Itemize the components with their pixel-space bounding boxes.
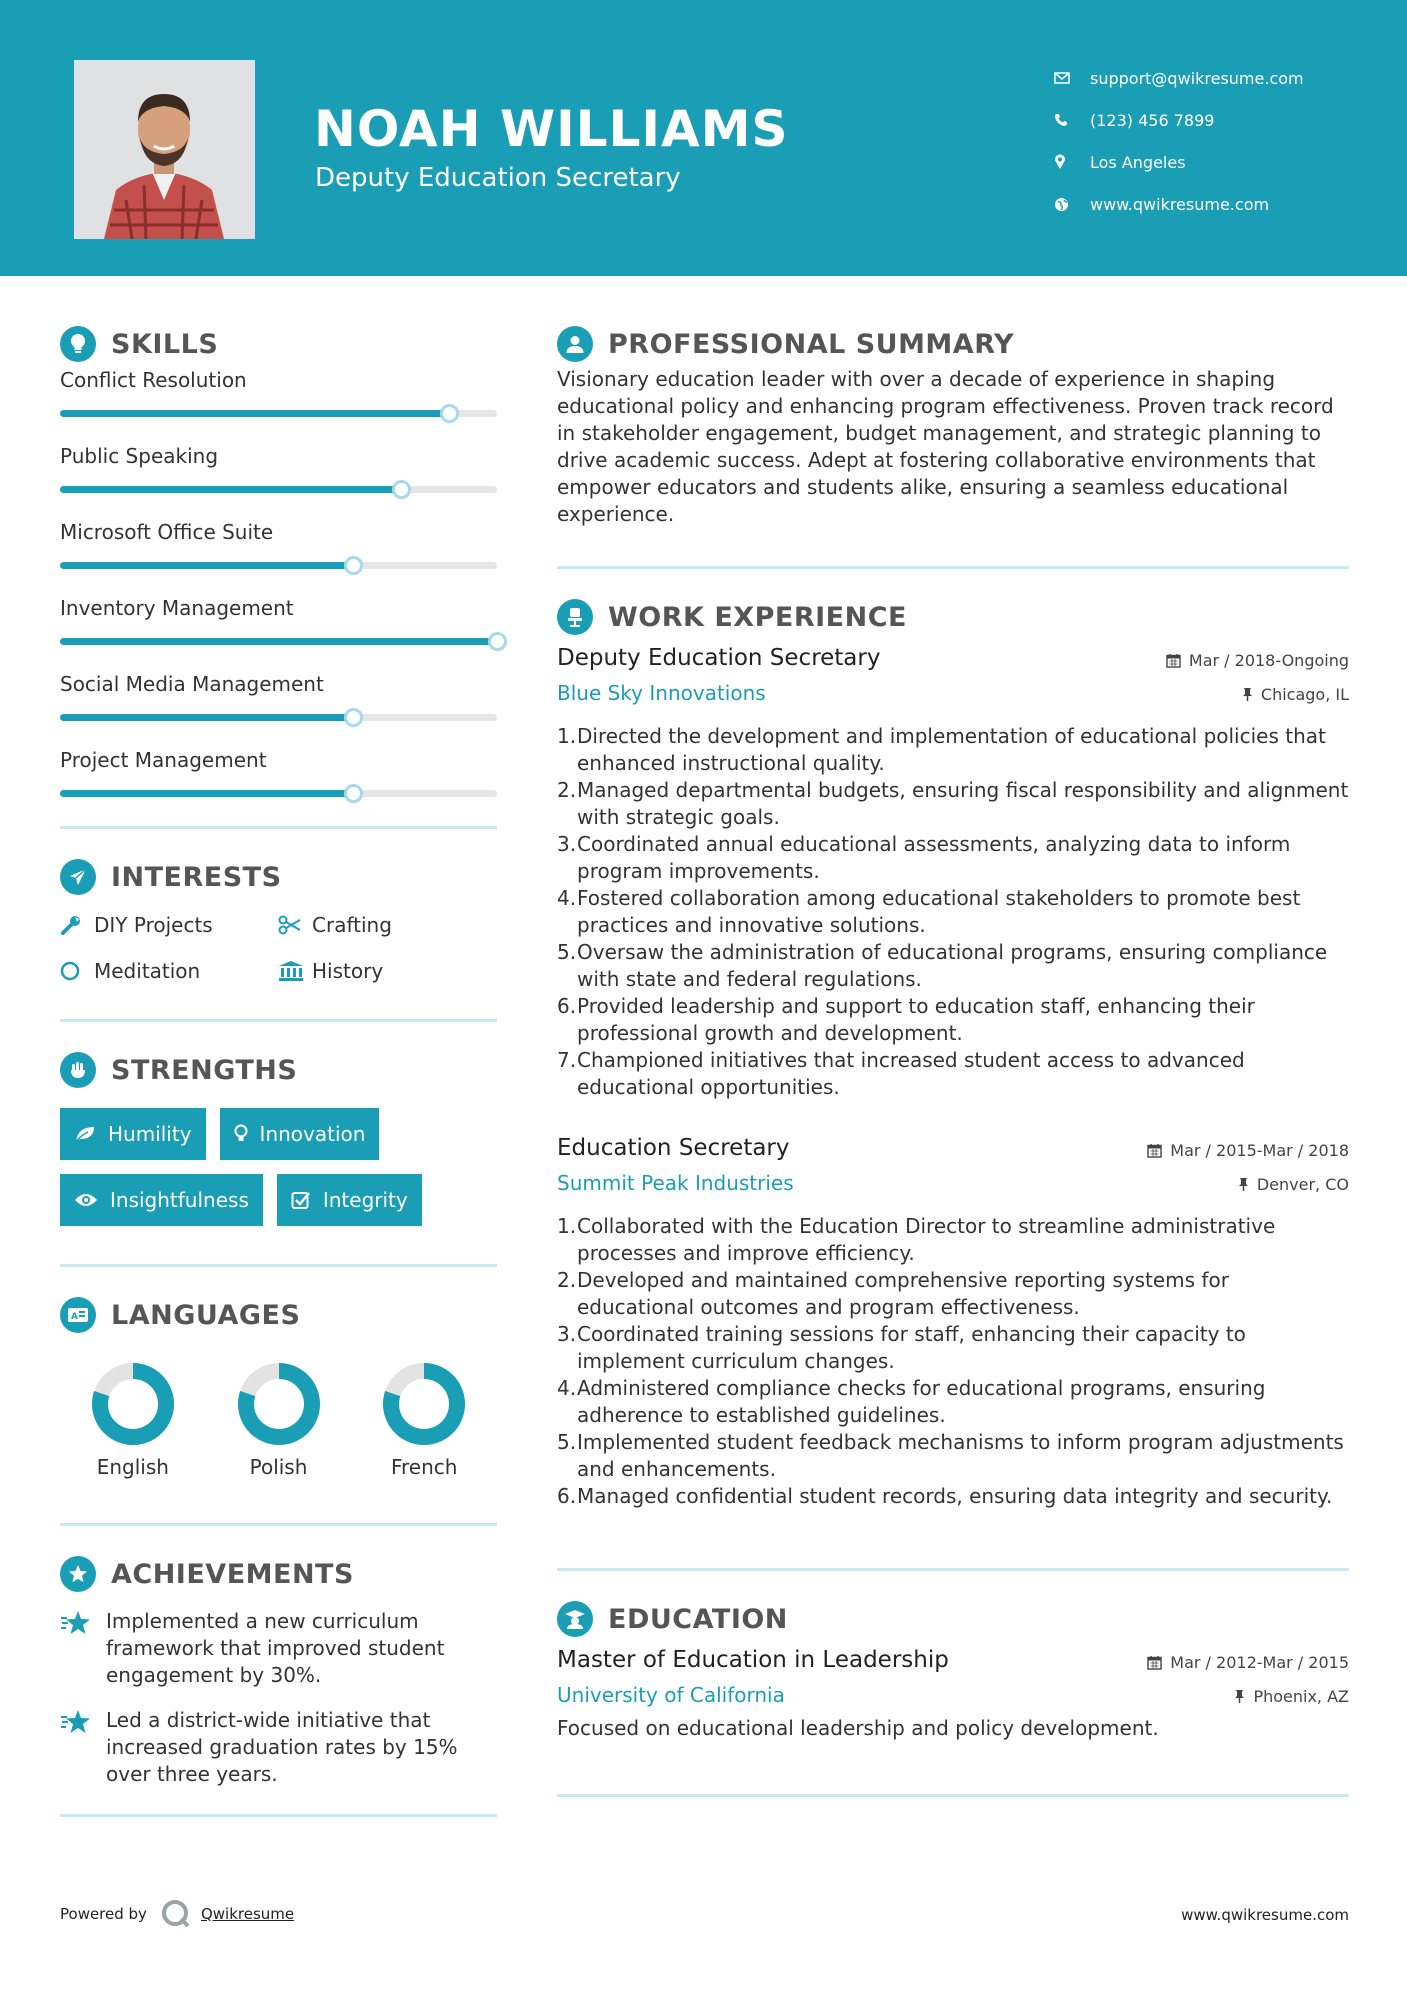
work-title: WORK EXPERIENCE (608, 601, 907, 633)
interest-item (278, 911, 497, 939)
language-donut (236, 1361, 322, 1447)
profile-photo (74, 60, 255, 239)
job-title: Deputy Education Secretary (557, 645, 881, 671)
user-icon (557, 326, 593, 362)
skill-bar (60, 486, 497, 493)
bullet-text: Administered compliance checks for educational programs, ensuring adherence to established guidelines. (577, 1376, 1266, 1427)
language-label: French (390, 1455, 458, 1479)
strength-tag (60, 1108, 206, 1160)
achievement-item (60, 1608, 497, 1689)
candidate-role: Deputy Education Secretary (315, 163, 681, 193)
star-icon (60, 1707, 106, 1788)
languages-title: LANGUAGES (111, 1299, 301, 1331)
circle-icon (60, 961, 94, 981)
skill-label: Project Management (60, 748, 267, 772)
interest-item (60, 957, 278, 985)
skill-bar-fill (60, 562, 353, 569)
bullet-text: Collaborated with the Education Director to streamline administrative processes and improve efficiency. (577, 1214, 1276, 1265)
wrench-icon (60, 914, 94, 936)
section-divider (60, 1523, 497, 1526)
chair-icon (557, 599, 593, 635)
section-divider (557, 1794, 1349, 1797)
education-location (1234, 1687, 1349, 1706)
skill-bar-knob (344, 784, 363, 803)
envelope-icon (1054, 72, 1090, 84)
pushpin-icon (1238, 1177, 1249, 1192)
languages-list (60, 1361, 497, 1479)
summary-text: Visionary education leader with over a decade of experience in shaping educational policy and enhancing program effectiveness. Proven track record in stakeholder engagement, budget management, and strategic planning to drive academic success. Adept at fostering collaborative environments that empower educators and students alike, ensuring a seamless educational experience. (557, 367, 1334, 526)
section-divider (60, 1264, 497, 1267)
job-entry (557, 1135, 1349, 1510)
achievement-text: Led a district-wide initiative that increased graduation rates by 15% over three years. (106, 1708, 458, 1786)
bullet-number: 2. (557, 778, 577, 802)
job-title: Education Secretary (557, 1135, 790, 1161)
interest-label: Meditation (94, 959, 201, 983)
education-heading (557, 1601, 1349, 1637)
contact-email[interactable] (1054, 57, 1304, 99)
interest-item (278, 957, 497, 985)
job-entry (557, 645, 1349, 1101)
job-bullets (557, 1213, 1349, 1510)
strength-tag (277, 1174, 422, 1226)
skill-bar-knob (344, 708, 363, 727)
contact-website-text: www.qwikresume.com (1090, 194, 1270, 214)
strengths-heading (60, 1052, 497, 1088)
bullet-text: Coordinated annual educational assessments, analyzing data to inform program improvements. (577, 832, 1291, 883)
bullet-number: 1. (557, 1214, 577, 1238)
contact-website[interactable] (1054, 183, 1304, 225)
contact-location (1054, 141, 1304, 183)
qwikresume-link[interactable]: Qwikresume (200, 1905, 295, 1923)
skill-bar (60, 410, 497, 417)
candidate-name: NOAH WILLIAMS (314, 100, 789, 158)
bullet-text: Coordinated training sessions for staff, enhancing their capacity to implement curriculum changes. (577, 1322, 1246, 1373)
interest-label: DIY Projects (94, 913, 213, 937)
job-bullet (557, 1213, 1349, 1267)
star-icon (60, 1608, 106, 1689)
achievement-text: Implemented a new curriculum framework that improved student engagement by 30%. (106, 1609, 445, 1687)
strength-tag (220, 1108, 380, 1160)
phone-icon (1054, 113, 1090, 127)
contact-location-text: Los Angeles (1090, 152, 1186, 172)
bullet-text: Managed confidential student records, ensuring data integrity and security. (577, 1484, 1333, 1508)
skill-bar (60, 638, 497, 645)
language-donut (381, 1361, 467, 1447)
bullet-text: Oversaw the administration of educational programs, ensuring compliance with state and federal regulations. (577, 940, 1328, 991)
languages-heading (60, 1297, 497, 1333)
company-name: Blue Sky Innovations (557, 681, 766, 705)
skill-label: Inventory Management (60, 596, 294, 620)
skill-bar-knob (392, 480, 411, 499)
summary-title: PROFESSIONAL SUMMARY (608, 328, 1015, 360)
scissors-icon (278, 915, 312, 935)
summary-heading (557, 326, 1349, 362)
skills-title: SKILLS (111, 328, 219, 360)
bullet-text: Fostered collaboration among educational stakeholders to promote best practices and innovative solutions. (577, 886, 1301, 937)
bullet-number: 6. (557, 994, 577, 1018)
bullet-number: 4. (557, 886, 577, 910)
strength-label: Innovation (259, 1122, 366, 1146)
education-location-text: Phoenix, AZ (1253, 1687, 1349, 1706)
paper-plane-icon (60, 859, 96, 895)
job-bullet (557, 1321, 1349, 1375)
skill-item (60, 368, 497, 444)
bullet-text: Provided leadership and support to education staff, enhancing their professional growth and development. (577, 994, 1255, 1045)
skill-label: Social Media Management (60, 672, 324, 696)
work-heading (557, 599, 1349, 635)
calendar-icon (1166, 653, 1181, 668)
job-bullet (557, 777, 1349, 831)
pushpin-icon (1234, 1689, 1245, 1704)
bullet-text: Managed departmental budgets, ensuring fiscal responsibility and alignment with strategic goals. (577, 778, 1349, 829)
footer-powered-by (60, 1899, 294, 1929)
section-divider (557, 566, 1349, 569)
job-bullet (557, 1047, 1349, 1101)
strengths-title: STRENGTHS (111, 1054, 298, 1086)
eye-icon (74, 1192, 98, 1208)
skill-bar-fill (60, 638, 497, 645)
bullet-number: 3. (557, 1322, 577, 1346)
map-pin-icon (1054, 154, 1090, 170)
lightbulb-icon (60, 326, 96, 362)
skill-item (60, 672, 497, 748)
interests-list (60, 911, 497, 985)
strengths-list (60, 1108, 497, 1226)
skill-bar-knob (344, 556, 363, 575)
hand-icon (60, 1052, 96, 1088)
job-bullet (557, 1267, 1349, 1321)
strength-label: Humility (108, 1122, 192, 1146)
interests-title: INTERESTS (111, 861, 282, 893)
degree-title: Master of Education in Leadership (557, 1647, 949, 1673)
education-dates (1147, 1653, 1349, 1672)
checkbox-icon (291, 1190, 311, 1210)
right-column (557, 326, 1349, 1797)
strength-label: Insightfulness (110, 1188, 249, 1212)
skill-bar-fill (60, 410, 449, 417)
section-divider (557, 1568, 1349, 1571)
skills-heading (60, 326, 497, 362)
job-bullet (557, 939, 1349, 993)
skill-bar-fill (60, 714, 353, 721)
achievement-item (60, 1707, 497, 1788)
job-dates-text: Mar / 2018-Ongoing (1188, 651, 1349, 670)
skill-bar (60, 562, 497, 569)
museum-icon (278, 960, 312, 982)
lightbulb-icon (234, 1124, 248, 1144)
skill-bar (60, 714, 497, 721)
skill-bar-fill (60, 486, 401, 493)
skills-list (60, 368, 497, 824)
skill-label: Conflict Resolution (60, 368, 247, 392)
education-dates-text: Mar / 2012-Mar / 2015 (1170, 1653, 1349, 1672)
achievements-heading (60, 1556, 497, 1592)
skill-label: Public Speaking (60, 444, 219, 468)
achievements-list (60, 1608, 497, 1788)
company-name: Summit Peak Industries (557, 1171, 794, 1195)
job-bullets (557, 723, 1349, 1101)
globe-icon (1054, 197, 1090, 212)
language-item (206, 1361, 352, 1479)
interest-label: History (312, 959, 384, 983)
graduate-icon (557, 1601, 593, 1637)
pushpin-icon (1242, 687, 1253, 702)
job-bullet (557, 831, 1349, 885)
job-bullet (557, 1375, 1349, 1429)
language-icon (60, 1297, 96, 1333)
job-dates-text: Mar / 2015-Mar / 2018 (1170, 1141, 1349, 1160)
bullet-text: Implemented student feedback mechanisms to inform program adjustments and enhancements. (577, 1430, 1344, 1481)
skill-bar-knob (440, 404, 459, 423)
interest-label: Crafting (312, 913, 392, 937)
education-description: Focused on educational leadership and policy development. (557, 1716, 1159, 1740)
interest-item (60, 911, 278, 939)
skill-bar-knob (488, 632, 507, 651)
contact-phone-text: (123) 456 7899 (1090, 110, 1215, 130)
strength-label: Integrity (322, 1188, 408, 1212)
job-bullet (557, 1483, 1349, 1510)
skill-bar (60, 790, 497, 797)
job-bullet (557, 993, 1349, 1047)
bullet-number: 7. (557, 1048, 577, 1072)
bullet-number: 6. (557, 1484, 577, 1508)
contact-phone[interactable] (1054, 99, 1304, 141)
bullet-number: 3. (557, 832, 577, 856)
bullet-text: Directed the development and implementation of educational policies that enhanced instructional quality. (577, 724, 1326, 775)
qwikresume-logo-icon (161, 1899, 191, 1929)
bullet-number: 5. (557, 940, 577, 964)
skill-item (60, 444, 497, 520)
job-bullet (557, 723, 1349, 777)
job-bullet (557, 1429, 1349, 1483)
language-item (60, 1361, 206, 1479)
bullet-text: Championed initiatives that increased student access to advanced educational opportunities. (577, 1048, 1245, 1099)
svg-text:A: A (71, 1312, 78, 1322)
achievements-title: ACHIEVEMENTS (111, 1558, 354, 1590)
job-dates (1166, 651, 1349, 670)
star-badge-icon (60, 1556, 96, 1592)
strength-tag (60, 1174, 263, 1226)
leaf-icon (74, 1125, 96, 1143)
bullet-text: Developed and maintained comprehensive reporting systems for educational outcomes and program effectiveness. (577, 1268, 1229, 1319)
job-location (1238, 1175, 1349, 1194)
contact-list (1054, 57, 1304, 225)
skill-item (60, 596, 497, 672)
interests-heading (60, 859, 497, 895)
skill-label: Microsoft Office Suite (60, 520, 274, 544)
calendar-icon (1147, 1655, 1162, 1670)
job-dates (1147, 1141, 1349, 1160)
section-divider (60, 826, 497, 829)
resume-header (0, 0, 1407, 276)
powered-by-text: Powered by (60, 1905, 147, 1923)
school-name: University of California (557, 1683, 785, 1707)
bullet-number: 4. (557, 1376, 577, 1400)
language-label: Polish (249, 1455, 308, 1479)
section-divider (60, 1814, 497, 1817)
job-location (1242, 685, 1349, 704)
bullet-number: 1. (557, 724, 577, 748)
contact-email-text: support@qwikresume.com (1090, 68, 1304, 88)
education-entry (557, 1647, 1349, 1742)
bullet-number: 2. (557, 1268, 577, 1292)
language-donut (90, 1361, 176, 1447)
language-item (351, 1361, 497, 1479)
education-title: EDUCATION (608, 1603, 788, 1635)
bullet-number: 5. (557, 1430, 577, 1454)
job-bullet (557, 885, 1349, 939)
footer-url[interactable]: www.qwikresume.com (1181, 1906, 1349, 1924)
job-location-text: Denver, CO (1256, 1175, 1349, 1194)
section-divider (60, 1019, 497, 1022)
skill-bar-fill (60, 790, 353, 797)
left-column (60, 326, 497, 1817)
skill-item (60, 520, 497, 596)
skill-item (60, 748, 497, 824)
language-label: English (96, 1455, 169, 1479)
job-location-text: Chicago, IL (1260, 685, 1349, 704)
calendar-icon (1147, 1143, 1162, 1158)
